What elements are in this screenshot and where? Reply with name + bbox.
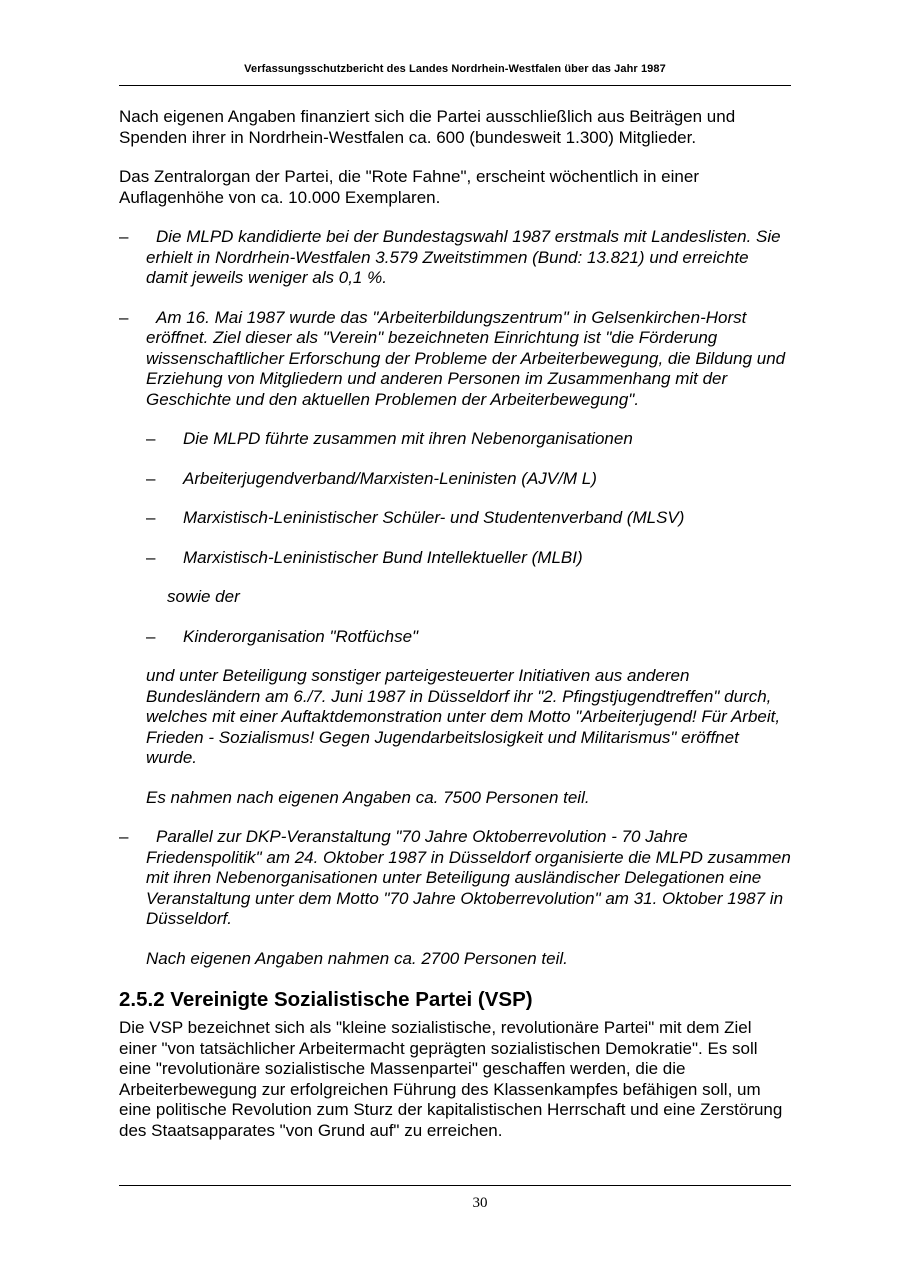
bullet-dash: – bbox=[119, 227, 129, 246]
bullet-dash: – bbox=[119, 827, 129, 846]
sub-item-text: Die MLPD führte zusammen mit ihren Nebenorganisationen bbox=[183, 429, 633, 448]
page-body bbox=[119, 107, 791, 1141]
bullet-text-education-center: Am 16. Mai 1987 wurde das "Arbeiterbildungszentrum" in Gelsenkirchen-Horst eröffnet. Ziel dieser als "Verein" bezeichneten Einrichtung ist "die Förderung wissenschaftlicher Erforschung der Probleme der Arbeiterbewegung, die Bildung und Erziehung von Mitgliedern und anderen Personen im Zusammenhang mit der Geschichte und den aktuellen Problemen der Arbeiterbewegung". bbox=[146, 307, 786, 409]
bullet-dash: – bbox=[146, 468, 156, 488]
paragraph-vsp: Die VSP bezeichnet sich als "kleine sozialistische, revolutionäre Partei" mit dem Ziel einer "von tatsächlicher Arbeitermacht geprägten sozialistischen Demokratie". Es soll eine "revolutionäre sozialistische Massenpartei" geschaffen werden, die die Arbeiterbewegung zur erfolgreichen Führung des Klassenkampfes befähigen soll, um eine politische Revolution zum Sturz der kapitalistischen Herrschaft und eine Zerstörung des Staatsapparates "von Grund auf" zu erreichen. bbox=[119, 1018, 783, 1140]
sub-item-text: Kinderorganisation "Rotfüchse" bbox=[183, 626, 419, 646]
sub-list-item bbox=[119, 469, 791, 490]
header-divider bbox=[119, 85, 791, 86]
sub-list-item bbox=[119, 508, 791, 529]
bullet-dash: – bbox=[146, 547, 156, 567]
paragraph-financing: Nach eigenen Angaben finanziert sich die Partei ausschließlich aus Beiträgen und Spenden ihrer in Nordrhein-Westfalen ca. 600 (bundesweit 1.300) Mitglieder. bbox=[119, 107, 736, 147]
bullet-text-october-revolution: Parallel zur DKP-Veranstaltung "70 Jahre Oktoberrevolution - 70 Jahre Friedenspolitik" am 24. Oktober 1987 in Düsseldorf organisierte die MLPD zusammen mit ihren Nebenorganisationen unter Beteiligung ausländischer Delegationen eine Veranstaltung unter dem Motto "70 Jahre Oktoberrevolution" am 31. Oktober 1987 in Düsseldorf. bbox=[146, 827, 791, 928]
sub-list-item bbox=[119, 429, 791, 450]
bullet-dash: – bbox=[146, 626, 156, 646]
sub-item-text: Marxistisch-Leninistischer Bund Intellektueller (MLBI) bbox=[183, 547, 583, 567]
sowie-der-text: sowie der bbox=[167, 587, 240, 606]
section-heading: 2.5.2 Vereinigte Sozialistische Partei (VSP) bbox=[119, 988, 533, 1011]
sub-list-item bbox=[119, 548, 791, 569]
bullet-dash: – bbox=[146, 429, 156, 448]
sub-list-item bbox=[119, 627, 791, 648]
paragraph-participants-7500: Es nahmen nach eigenen Angaben ca. 7500 Personen teil. bbox=[146, 787, 590, 807]
paragraph-central-organ: Das Zentralorgan der Partei, die "Rote Fahne", erscheint wöchentlich in einer Auflagenhöhe von ca. 10.000 Exemplaren. bbox=[119, 167, 699, 207]
bullet-text-election: Die MLPD kandidierte bei der Bundestagswahl 1987 erstmals mit Landeslisten. Sie erhielt in Nordrhein-Westfalen 3.579 Zweitstimmen (Bund: 13.821) und erreichte damit jeweils weniger als 0,1 %. bbox=[146, 227, 781, 287]
footer-divider bbox=[119, 1185, 791, 1186]
list-item bbox=[119, 227, 791, 289]
bullet-dash: – bbox=[146, 508, 156, 527]
list-item bbox=[119, 827, 791, 930]
sub-item-text: Arbeiterjugendverband/Marxisten-Leninisten (AJV/M L) bbox=[183, 468, 597, 488]
page-number: 30 bbox=[472, 1195, 488, 1211]
paragraph-participants-2700: Nach eigenen Angaben nahmen ca. 2700 Personen teil. bbox=[146, 948, 568, 968]
running-header: Verfassungsschutzbericht des Landes Nordrhein-Westfalen über das Jahr 1987 bbox=[244, 63, 666, 75]
list-item bbox=[119, 308, 791, 411]
bullet-dash: – bbox=[119, 307, 129, 327]
sub-item-text: Marxistisch-Leninistischer Schüler- und Studentenverband (MLSV) bbox=[183, 508, 685, 527]
paragraph-pfingsttreffen: und unter Beteiligung sonstiger parteigesteuerter Initiativen aus anderen Bundesländern am 6./7. Juni 1987 in Düsseldorf ihr "2. Pfingstjugendtreffen" durch, welches mit einer Auftaktdemonstration unter dem Motto "Arbeiterjugend! Für Arbeit, Frieden - Sozialismus! Gegen Jugendarbeitslosigkeit und Militarismus" eröffnet wurde. bbox=[146, 666, 781, 767]
